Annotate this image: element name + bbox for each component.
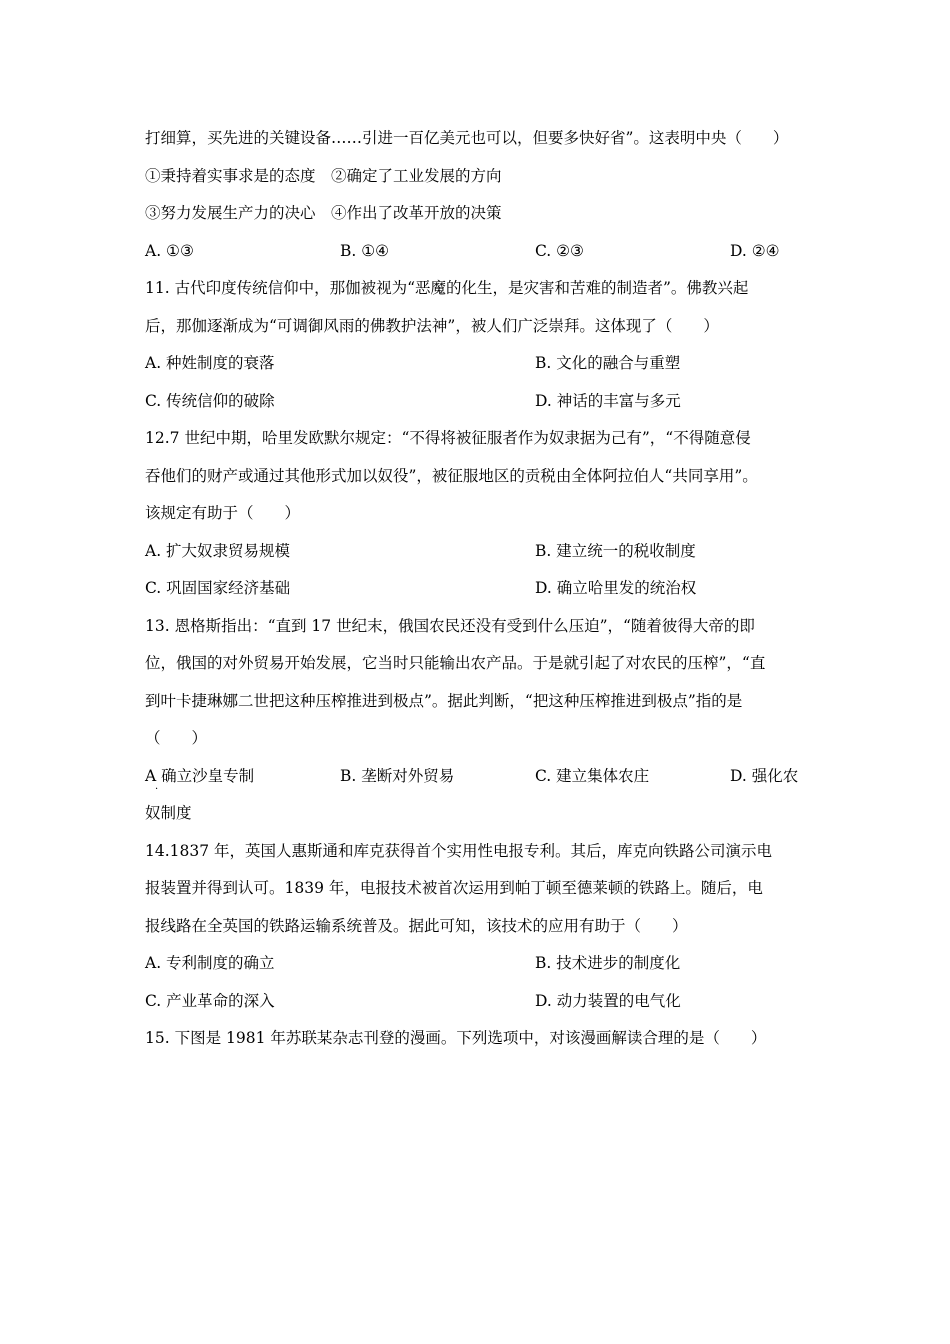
question-12-stem-line: 吞他们的财产或通过其他形式加以奴役”，被征服地区的贡税由全体阿拉伯人“共同享用”。	[145, 466, 758, 485]
question-10-statement-line: ③努力发展生产力的决心 ④作出了改革开放的决策	[145, 204, 502, 222]
option-b: B. 技术进步的制度化	[535, 954, 681, 972]
question-12-stem-line: 12.7 世纪中期，哈里发欧默尔规定：“不得将被征服者作为奴隶据为己有”，“不得随意侵	[145, 429, 751, 447]
option-a: A 确立沙皇专制	[145, 766, 255, 785]
option-d: D. 确立哈里发的统治权	[535, 579, 697, 597]
question-15-stem-line: 15. 下图是 1981 年苏联某杂志刊登的漫画。下列选项中，对该漫画解读合理的是（ ）	[145, 1029, 767, 1047]
option-d: D. 神话的丰富与多元	[535, 391, 681, 410]
option-a: A. 专利制度的确立	[145, 954, 275, 972]
question-14-stem-line: 报装置并得到认可。1839 年，电报技术被首次运用到帕丁顿至德莱顿的铁路上。随后，电	[145, 879, 763, 897]
question-13-stem-line: 位，俄国的对外贸易开始发展，它当时只能输出农产品。于是就引起了对农民的压榨”，“直	[145, 654, 766, 672]
option-d: D. 强化农	[730, 766, 799, 785]
question-10-stem-line: 打细算，买先进的关键设备……引进一百亿美元也可以，但要多快好省”。这表明中央（ ）	[145, 129, 789, 147]
option-a: A. 扩大奴隶贸易规模	[145, 541, 291, 560]
question-13-options	[145, 758, 810, 796]
option-c: C. ②③	[535, 241, 584, 260]
question-14-options-row	[145, 945, 810, 983]
option-c: C. 产业革命的深入	[145, 991, 275, 1010]
question-12-options-row	[145, 570, 810, 608]
question-11-options-row	[145, 383, 810, 421]
option-c: C. 建立集体农庄	[535, 766, 650, 785]
option-c: C. 巩固国家经济基础	[145, 579, 291, 597]
question-13-option-d-continuation: 奴制度	[145, 804, 192, 822]
option-c: C. 传统信仰的破除	[145, 391, 275, 410]
question-12-options-row	[145, 533, 810, 571]
question-10-options	[145, 233, 810, 271]
question-11-options-row	[145, 345, 810, 383]
option-a: A. ①③	[145, 241, 194, 260]
option-a: A. 种姓制度的衰落	[145, 354, 275, 372]
question-10-statement-line: ①秉持着实事求是的态度 ②确定了工业发展的方向	[145, 166, 502, 185]
option-b: B. 垄断对外贸易	[340, 766, 455, 785]
question-14-stem-line: 报线路在全英国的铁路运输系统普及。据此可知，该技术的应用有助于（ ）	[145, 916, 688, 935]
option-d: D. ②④	[730, 241, 780, 260]
option-b: B. 文化的融合与重塑	[535, 354, 681, 372]
option-b: B. 建立统一的税收制度	[535, 541, 696, 560]
option-d: D. 动力装置的电气化	[535, 991, 681, 1010]
question-11-stem-line: 11. 古代印度传统信仰中，那伽被视为“恶魔的化生，是灾害和苦难的制造者”。佛教兴起	[145, 279, 749, 297]
question-13-stem-line: 到叶卡捷琳娜二世把这种压榨推进到极点”。据此判断，“把这种压榨推进到极点”指的是	[145, 691, 743, 710]
emphasis-dot: ·	[155, 783, 159, 795]
question-14-options-row	[145, 983, 810, 1021]
question-13-stem-line: 13. 恩格斯指出：“直到 17 世纪末，俄国农民还没有受到什么压迫”，“随着彼得大帝的即	[145, 616, 755, 635]
question-12-stem-line: 该规定有助于（ ）	[145, 504, 301, 522]
option-b: B. ①④	[340, 241, 390, 260]
page-content	[145, 120, 810, 1058]
question-14-stem-line: 14.1837 年，英国人惠斯通和库克获得首个实用性电报专利。其后，库克向铁路公司演示电	[145, 841, 773, 860]
question-13-answer-blank: （ ）	[145, 729, 208, 747]
question-11-stem-line: 后，那伽逐渐成为“可调御风雨的佛教护法神”，被人们广泛崇拜。这体现了（ ）	[145, 316, 719, 335]
